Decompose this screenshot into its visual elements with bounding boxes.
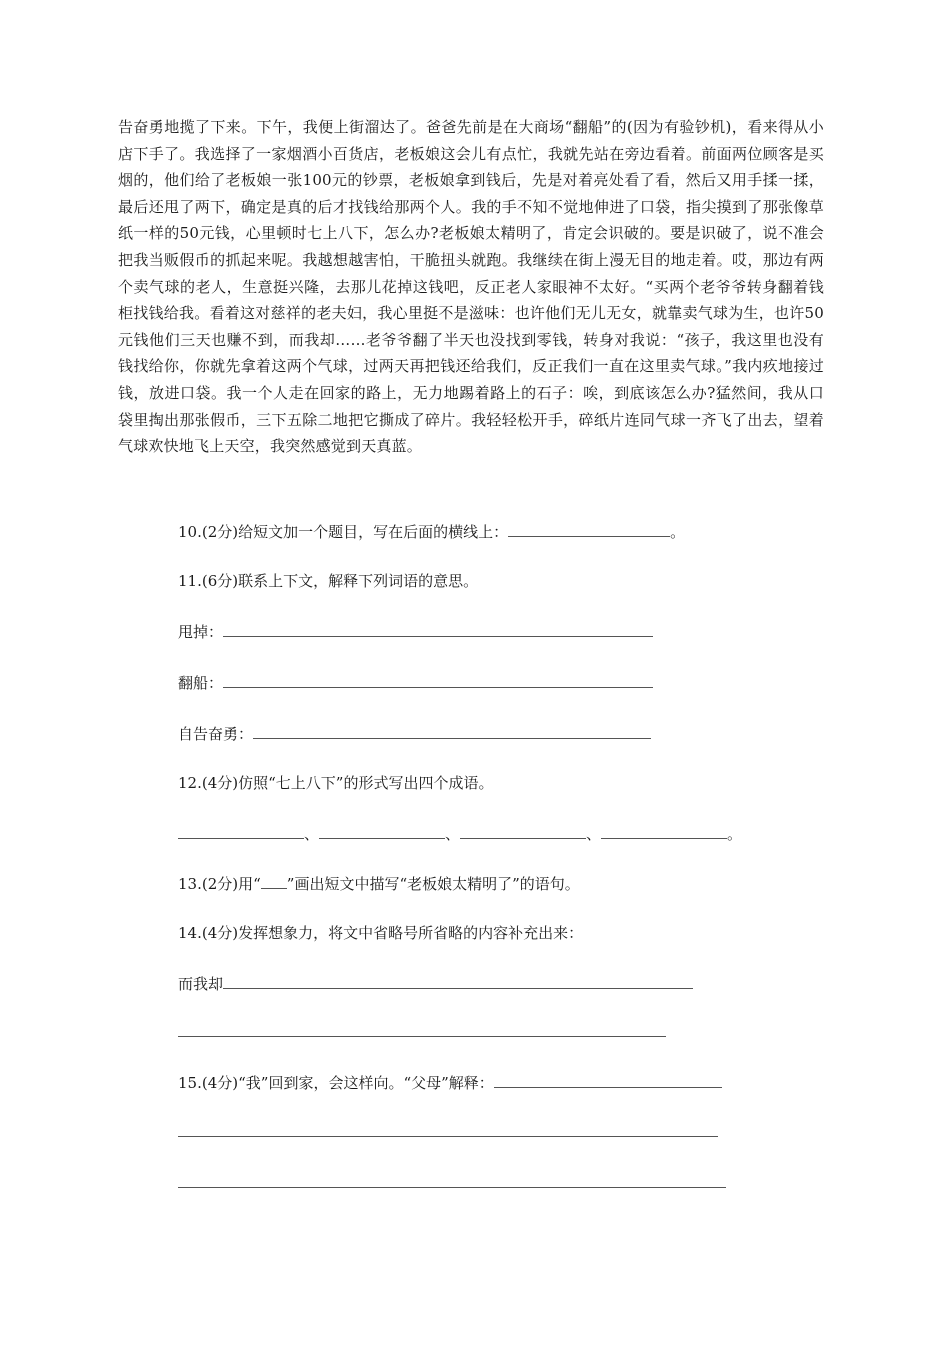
title-answer-blank[interactable] <box>508 520 670 537</box>
question-10-end: 。 <box>670 523 686 541</box>
term-label: 甩掉： <box>178 623 224 641</box>
question-12-answers <box>178 822 742 846</box>
question-11-item-c <box>178 722 651 746</box>
question-11-item-a <box>178 620 653 644</box>
answer-blank[interactable] <box>253 722 651 739</box>
answer-line[interactable] <box>178 1036 666 1037</box>
idiom-blank[interactable] <box>178 822 304 839</box>
answer-line[interactable] <box>178 1136 718 1137</box>
story-passage: 告奋勇地揽了下来。下午，我便上街溜达了。爸爸先前是在大商场“翻船”的(因为有验钞机)，看来得从小店下手了。我选择了一家烟酒小百货店，老板娘这会儿有点忙，我就先站在旁边看着。前面两位顾客是买烟的，他们给了老板娘一张100元的钞票，老板娘拿到钱后，先是对着亮处看了看，然后又用手揉一揉，最后还甩了两下，确定是真的后才找钱给那两个人。我的手不知不觉地伸进了口袋，指尖摸到了那张像草纸一样的50元钱，心里顿时七上八下，怎么办?老板娘太精明了，肯定会识破的。要是识破了，说不准会把我当贩假币的抓起来呢。我越想越害怕，干脆扭头就跑。我继续在街上漫无目的地走着。哎，那边有两个卖气球的老人，生意挺兴隆，去那儿花掉这钱吧，反正老人家眼神不太好。“买两个老爷爷转身翻着钱柜找钱给我。看着这对慈祥的老夫妇，我心里挺不是滋味：也许他们无儿无女，就靠卖气球为生，也许50元钱他们三天也赚不到，而我却……老爷爷翻了半天也没找到零钱，转身对我说：“孩子，我这里也没有钱找给你，你就先拿着这两个气球，过两天再把钱还给我们，反正我们一直在这里卖气球。”我内疚地接过钱，放进口袋。我一个人走在回家的路上，无力地踢着路上的石子：唉，到底该怎么办?猛然间，我从口袋里掏出那张假币，三下五除二地把它撕成了碎片。我轻轻松开手，碎纸片连同气球一齐飞了出去，望着气球欢快地飞上天空，我突然感觉到天真蓝。 <box>118 118 824 456</box>
question-14-answer <box>178 972 693 996</box>
term-label: 翻船： <box>178 674 224 692</box>
separator: 、 <box>445 825 461 843</box>
term-label: 自告奋勇： <box>178 725 254 743</box>
answer-line[interactable] <box>178 1187 726 1188</box>
answer-blank[interactable] <box>223 972 693 989</box>
idiom-blank[interactable] <box>319 822 445 839</box>
idiom-blank[interactable] <box>460 822 586 839</box>
question-10-text: 10.(2分)给短文加一个题目，写在后面的横线上： <box>178 523 509 541</box>
answer-prefix: 而我却 <box>178 975 224 993</box>
question-14: 14.(4分)发挥想象力，将文中省略号所省略的内容补充出来： <box>178 924 584 942</box>
question-13-post: ”画出短文中描写“老板娘太精明了”的语句。 <box>286 875 580 893</box>
question-11-item-b <box>178 671 653 695</box>
answer-blank[interactable] <box>223 671 653 688</box>
question-15-text: 15.(4分)“我”回到家，会这样向。“父母”解释： <box>178 1074 494 1092</box>
question-11: 11.(6分)联系上下文，解释下列词语的意思。 <box>178 572 479 590</box>
question-13-pre: 13.(2分)用“ <box>178 875 261 893</box>
question-13 <box>178 872 580 896</box>
answer-blank[interactable] <box>223 620 653 637</box>
answer-blank[interactable] <box>494 1071 722 1088</box>
separator: 、 <box>304 825 320 843</box>
line-end: 。 <box>727 825 743 843</box>
question-15 <box>178 1071 722 1095</box>
question-10 <box>178 520 685 544</box>
underline-sample <box>261 872 287 889</box>
idiom-blank[interactable] <box>601 822 727 839</box>
separator: 、 <box>586 825 602 843</box>
question-12: 12.(4分)仿照“七上八下”的形式写出四个成语。 <box>178 774 494 792</box>
